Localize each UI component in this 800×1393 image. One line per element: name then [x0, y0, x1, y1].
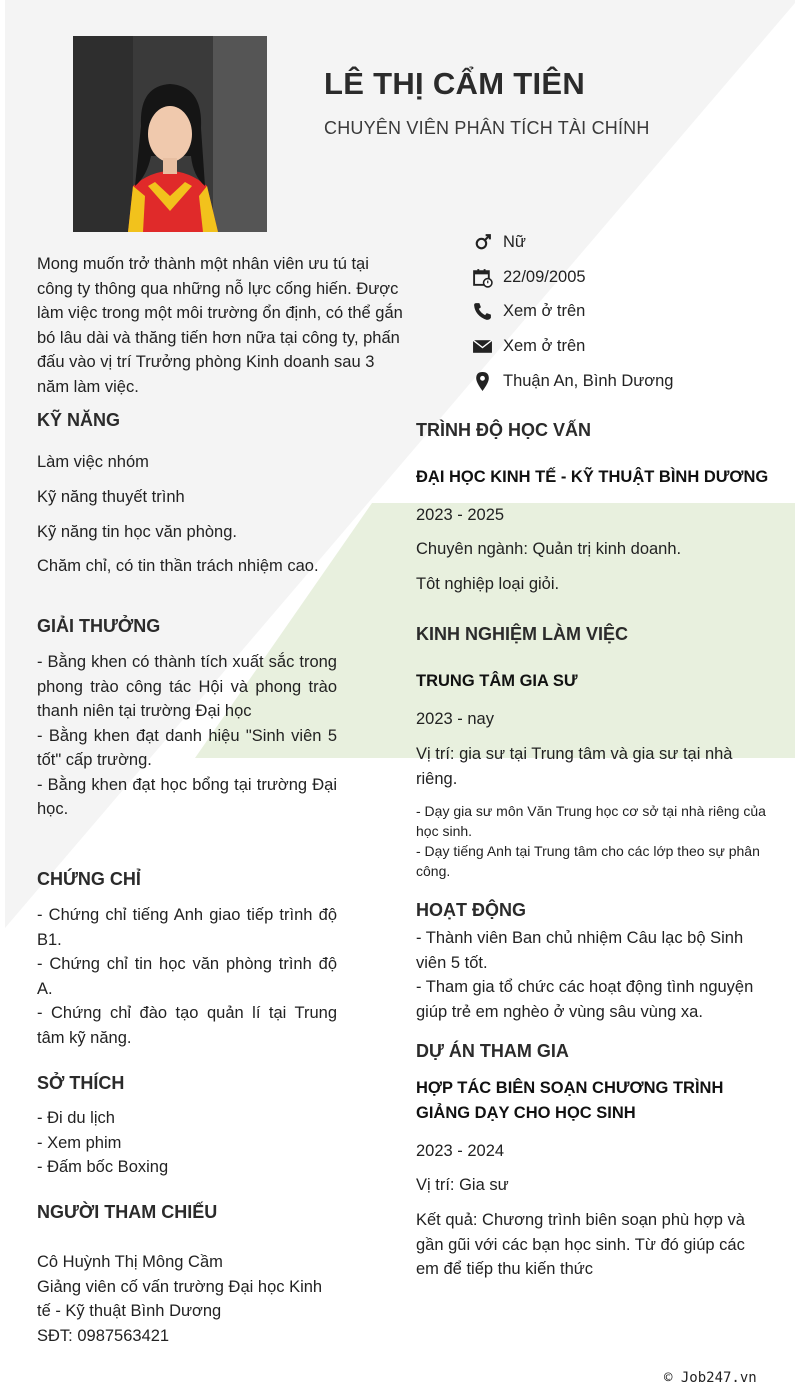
- gender-value: Nữ: [503, 233, 526, 251]
- reference-position: Giảng viên cố vấn trường Đại học Kinh tế - Kỹ thuật Bình Dương: [37, 1277, 323, 1320]
- candidate-job-title: CHUYÊN VIÊN PHÂN TÍCH TÀI CHÍNH: [324, 118, 650, 138]
- certificates-list: [37, 903, 337, 1050]
- certificate-item: - Chứng chỉ tiếng Anh giao tiếp trình độ B1.: [37, 906, 337, 949]
- certificate-item: - Chứng chỉ đào tạo quản lí tại Trung tâm kỹ năng.: [37, 1004, 337, 1047]
- project-position: Vị trí: Gia sư: [416, 1176, 509, 1194]
- experience-position: Vị trí: gia sư tại Trung tâm và gia sư tại nhà riêng.: [416, 745, 733, 788]
- education-period: 2023 - 2025: [416, 506, 505, 524]
- mail-icon: [472, 336, 493, 357]
- address-value: Thuận An, Bình Dương: [503, 372, 674, 390]
- gender-icon: [472, 232, 493, 253]
- hobby-item: - Xem phim: [37, 1133, 122, 1152]
- phone-value: Xem ở trên: [503, 302, 586, 320]
- activity-item: - Tham gia tổ chức các hoạt động tình nguyện giúp trẻ em nghèo ở vùng sâu vùng xa.: [416, 978, 754, 1021]
- contact-email: [472, 336, 585, 357]
- experience-detail-item: - Dạy gia sư môn Văn Trung học cơ sở tại nhà riêng của học sinh.: [416, 803, 766, 839]
- awards-heading: GIẢI THƯỞNG: [37, 616, 161, 636]
- education-major: Chuyên ngành: Quản trị kinh doanh.: [416, 540, 682, 558]
- skills-heading: KỸ NĂNG: [37, 410, 121, 430]
- reference-phone: SĐT: 0987563421: [37, 1326, 170, 1345]
- calendar-icon: [472, 267, 493, 288]
- experience-period: 2023 - nay: [416, 710, 494, 728]
- birthday-value: 22/09/2005: [503, 268, 586, 286]
- career-objective: Mong muốn trở thành một nhân viên ưu tú tại công ty thông qua những nỗ lực cống hiến. Được làm việc trong một môi trường ổn định, có thể gắn bó lâu dài và thăng tiến hơn nữa tại công ty, phấn đấu vào vị trí Trưởng phòng Kinh doanh sau 3 năm làm việc.: [37, 255, 403, 396]
- candidate-name: LÊ THỊ CẨM TIÊN: [324, 66, 586, 101]
- project-result: Kết quả: Chương trình biên soạn phù hợp và gần gũi với các bạn học sinh. Từ đó giúp các em để tiếp thu kiến thức: [416, 1211, 745, 1278]
- location-pin-icon: [472, 371, 493, 392]
- hobby-item: - Đi du lịch: [37, 1109, 115, 1127]
- awards-list: [37, 650, 337, 822]
- experience-details: [416, 801, 768, 881]
- certificate-item: - Chứng chỉ tin học văn phòng trình độ A.: [37, 955, 337, 998]
- contact-gender: [472, 232, 526, 253]
- skill-item: Kỹ năng thuyết trình: [37, 488, 185, 506]
- profile-photo: [73, 36, 267, 232]
- education-result: Tôt nghiệp loại giỏi.: [416, 575, 560, 593]
- hobby-item: - Đấm bốc Boxing: [37, 1158, 169, 1176]
- skill-item: Chăm chỉ, có tin thần trách nhiệm cao.: [37, 557, 319, 575]
- award-item: - Bằng khen có thành tích xuất sắc trong phong trào công tác Hội và phong trào thanh niên tại trường Đại học: [37, 653, 337, 720]
- experience-company: TRUNG TÂM GIA SƯ: [416, 672, 578, 690]
- references-heading: NGƯỜI THAM CHIẾU: [37, 1202, 218, 1222]
- reference-name: Cô Huỳnh Thị Mông Cầm: [37, 1253, 223, 1271]
- reference-block: [37, 1250, 337, 1348]
- award-item: - Bằng khen đạt danh hiệu "Sinh viên 5 tốt" cấp trường.: [37, 726, 337, 769]
- projects-heading: DỰ ÁN THAM GIA: [416, 1041, 569, 1061]
- contact-birthday: [472, 267, 586, 288]
- phone-icon: [472, 301, 493, 322]
- skill-item: Làm việc nhóm: [37, 453, 149, 471]
- contact-address: [472, 371, 673, 392]
- hobbies-heading: SỞ THÍCH: [37, 1073, 125, 1093]
- education-heading: TRÌNH ĐỘ HỌC VẤN: [416, 420, 591, 440]
- hobbies-list: [37, 1106, 168, 1180]
- education-school: ĐẠI HỌC KINH TẾ - KỸ THUẬT BÌNH DƯƠNG: [416, 468, 769, 486]
- skill-item: Kỹ năng tin học văn phòng.: [37, 523, 237, 541]
- project-name: HỢP TÁC BIÊN SOẠN CHƯƠNG TRÌNH GIẢNG DẠY CHO HỌC SINH: [416, 1079, 724, 1122]
- email-value: Xem ở trên: [503, 337, 586, 355]
- activities-list: [416, 926, 770, 1024]
- experience-detail-item: - Dạy tiếng Anh tại Trung tâm cho các lớp theo sự phân công.: [416, 843, 760, 879]
- project-period: 2023 - 2024: [416, 1142, 505, 1160]
- activity-item: - Thành viên Ban chủ nhiệm Câu lạc bộ Sinh viên 5 tốt.: [416, 929, 744, 972]
- contact-phone: [472, 301, 585, 322]
- experience-heading: KINH NGHIỆM LÀM VIỆC: [416, 624, 629, 644]
- activities-heading: HOẠT ĐỘNG: [416, 900, 526, 920]
- footer-copyright: © Job247.vn: [664, 1370, 757, 1386]
- award-item: - Bằng khen đạt học bổng tại trường Đại học.: [37, 775, 337, 818]
- certificates-heading: CHỨNG CHỈ: [37, 869, 141, 889]
